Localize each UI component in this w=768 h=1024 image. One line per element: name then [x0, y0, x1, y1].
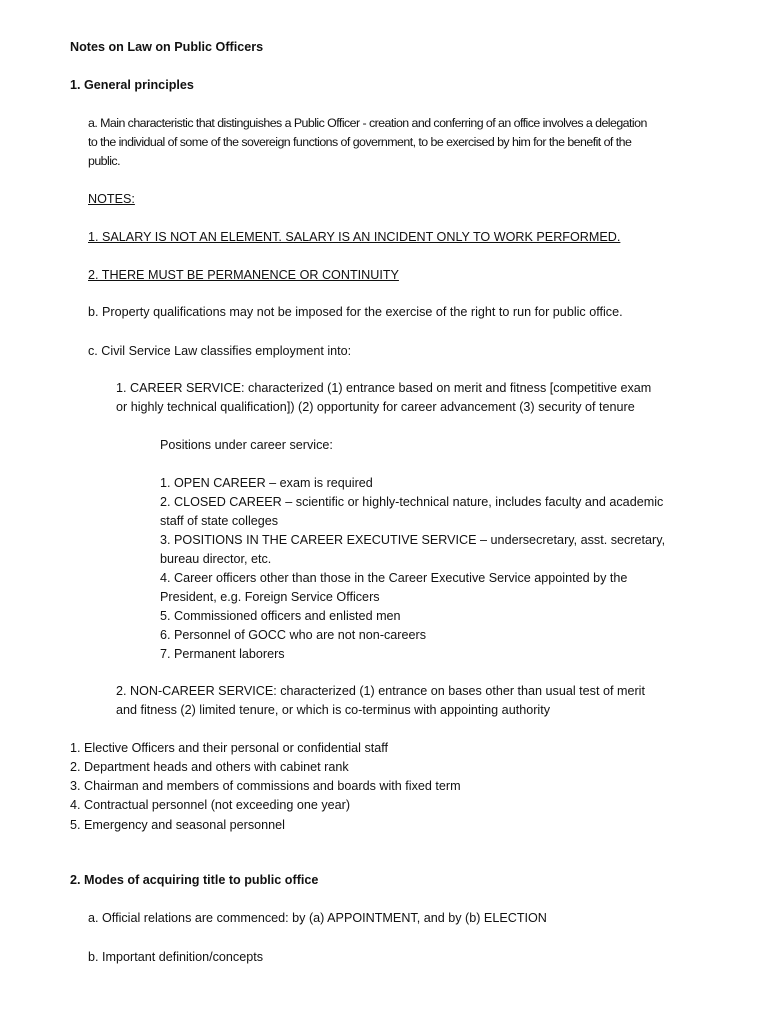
non-career-item: 5. Emergency and seasonal personnel — [70, 818, 285, 832]
section-2-paragraph-a: a. Official relations are commenced: by (a) APPOINTMENT, and by (b) ELECTION — [88, 911, 547, 925]
position-item: 2. CLOSED CAREER – scientific or highly-technical nature, includes faculty and academic — [160, 495, 664, 509]
career-service-line: or highly technical qualification]) (2) opportunity for career advancement (3) security of tenure — [116, 400, 635, 414]
position-item: bureau director, etc. — [160, 552, 272, 566]
notes-label: NOTES: — [88, 192, 135, 206]
position-item: 4. Career officers other than those in the Career Executive Service appointed by the — [160, 571, 628, 585]
position-item: 1. OPEN CAREER – exam is required — [160, 476, 373, 490]
non-career-item: 1. Elective Officers and their personal or confidential staff — [70, 741, 389, 755]
non-career-service-line: and fitness (2) limited tenure, or which is co-terminus with appointing authority — [116, 703, 550, 717]
non-career-service-line: 2. NON-CAREER SERVICE: characterized (1) entrance on bases other than usual test of merit — [116, 684, 645, 698]
paragraph-a-line: a. Main characteristic that distinguishes a Public Officer - creation and conferring of an office involves a delegation — [88, 116, 647, 130]
position-item: President, e.g. Foreign Service Officers — [160, 590, 380, 604]
document-title: Notes on Law on Public Officers — [70, 40, 264, 54]
non-career-item: 4. Contractual personnel (not exceeding one year) — [70, 798, 351, 812]
position-item: 3. POSITIONS IN THE CAREER EXECUTIVE SERVICE – undersecretary, asst. secretary, — [160, 533, 666, 547]
paragraph-c: c. Civil Service Law classifies employment into: — [88, 344, 352, 358]
section-2-heading: 2. Modes of acquiring title to public office — [70, 873, 319, 887]
paragraph-b: b. Property qualifications may not be imposed for the exercise of the right to run for public office. — [88, 305, 623, 319]
paragraph-a-line: public. — [88, 154, 120, 168]
position-item: 5. Commissioned officers and enlisted men — [160, 609, 401, 623]
note-2: 2. THERE MUST BE PERMANENCE OR CONTINUITY — [88, 268, 399, 282]
career-service-line: 1. CAREER SERVICE: characterized (1) entrance based on merit and fitness [competitive exam — [116, 381, 652, 395]
paragraph-a-line: to the individual of some of the sovereign functions of government, to be exercised by him for the benefit of the — [88, 135, 632, 149]
positions-label: Positions under career service: — [160, 438, 333, 452]
position-item: 7. Permanent laborers — [160, 647, 285, 661]
section-1-heading: 1. General principles — [70, 78, 194, 92]
note-1: 1. SALARY IS NOT AN ELEMENT. SALARY IS AN INCIDENT ONLY TO WORK PERFORMED. — [88, 230, 621, 244]
non-career-item: 2. Department heads and others with cabinet rank — [70, 760, 349, 774]
position-item: staff of state colleges — [160, 514, 279, 528]
position-item: 6. Personnel of GOCC who are not non-careers — [160, 628, 426, 642]
non-career-item: 3. Chairman and members of commissions and boards with fixed term — [70, 779, 461, 793]
section-2-paragraph-b: b. Important definition/concepts — [88, 950, 264, 964]
